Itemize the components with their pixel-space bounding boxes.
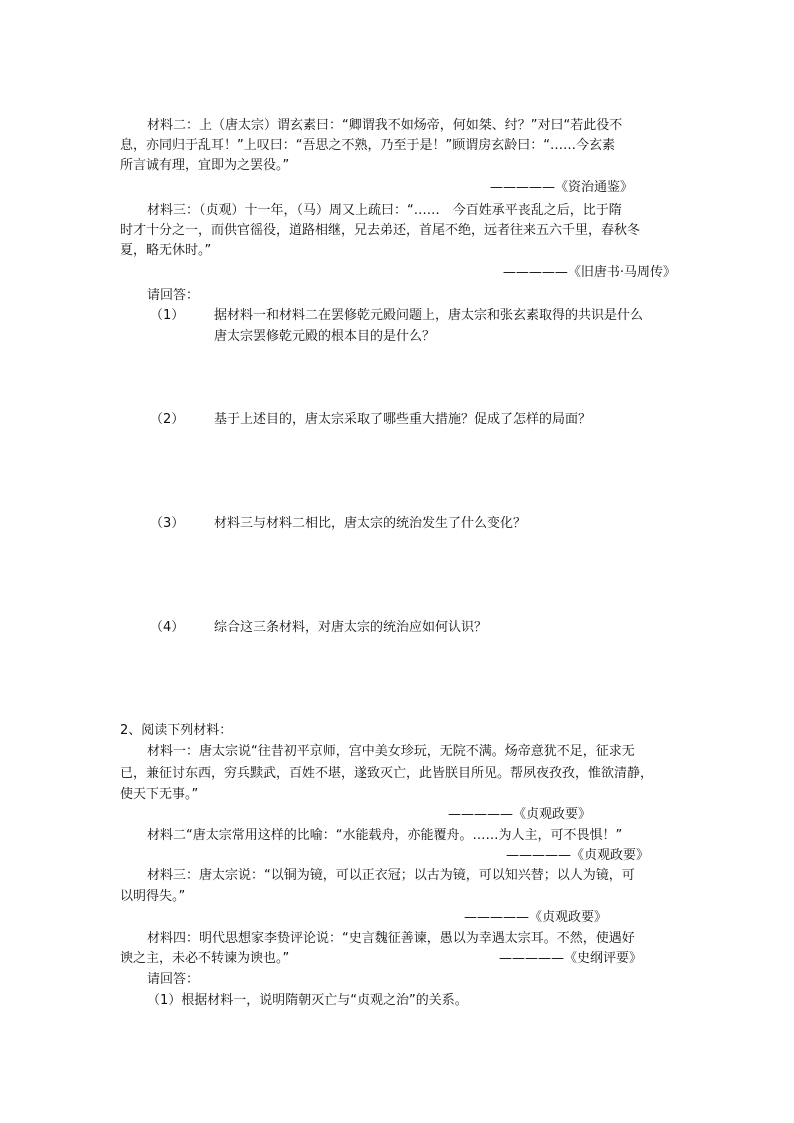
question-4-text: 综合这三条材料，对唐太宗的统治应如何认识？ <box>214 620 488 635</box>
material-2-line-2: 息，亦同归于乱耳！”上叹曰：“吾思之不熟，乃至于是！”顾谓房玄龄曰：“……今玄素 <box>120 138 615 153</box>
question-1-line-2: 唐太宗罢修乾元殿的根本目的是什么？ <box>214 329 436 344</box>
s2-material-1-line-3: 使天下无事。” <box>120 787 199 802</box>
s2-material-3-line-2: 以明得失。” <box>120 889 186 904</box>
question-1-number: （1） <box>150 308 185 323</box>
question-3-number: （3） <box>150 516 185 531</box>
s2-material-2-line-1: 材料二“唐太宗常用这样的比喻：“水能载舟，亦能覆舟。……为人主，可不畏惧！” <box>147 828 623 843</box>
s2-material-4-line-1: 材料四：明代思想家李贽评论说：“史言魏征善谏，愚以为幸遇太宗耳。不然，使遇好 <box>147 931 635 946</box>
s2-material-2-source: —————《贞观政要》 <box>505 848 649 863</box>
material-3-line-3: 夏，略无休时。” <box>120 243 212 258</box>
s2-question-1: （1）根据材料一，说明隋朝灭亡与“贞观之治”的关系。 <box>147 993 468 1008</box>
material-3-line-2: 时才十分之一，而供官徭役，道路相继，兄去弟还，首尾不绝，远者往来五六千里，春秋冬 <box>120 223 641 238</box>
s2-answer-prompt: 请回答： <box>147 972 200 987</box>
material-2-source: —————《资治通鉴》 <box>489 180 633 195</box>
material-2-line-3: 所言诚有理，宜即为之罢役。” <box>120 158 290 173</box>
section-2-heading: 2、阅读下列材料： <box>120 723 233 738</box>
s2-material-1-source: —————《贞观政要》 <box>447 807 591 822</box>
answer-prompt: 请回答： <box>147 288 200 303</box>
question-4-number: （4） <box>150 620 185 635</box>
s2-material-3-source: —————《贞观政要》 <box>463 910 607 925</box>
s2-material-1-line-2: 已，兼征讨东西，穷兵黩武，百姓不堪，遂致灭亡，此皆朕目所见。帮夙夜孜孜，惟欲清静， <box>120 766 654 781</box>
question-1-line-1: 据材料一和材料二在罢修乾元殿问题上，唐太宗和张玄素取得的共识是什么 <box>214 308 644 323</box>
question-3-text: 材料三与材料二相比，唐太宗的统治发生了什么变化？ <box>214 516 527 531</box>
material-3-source: —————《旧唐书·马周传》 <box>502 265 676 280</box>
question-2-number: （2） <box>150 412 185 427</box>
s2-material-1-line-1: 材料一：唐太宗说“往昔初平京师，宫中美女珍玩，无院不满。炀帝意犹不足，征求无 <box>147 744 635 759</box>
question-2-text: 基于上述目的，唐太宗采取了哪些重大措施？促成了怎样的局面？ <box>214 412 592 427</box>
material-3-line-1: 材料三：（贞观）十一年，（马）周又上疏曰：“…… 今百姓承平丧乱之后，比于隋 <box>147 203 622 218</box>
s2-material-4-line-2: 谀之主，未必不转谏为谀也。” <box>120 951 290 966</box>
s2-material-4-source: —————《史纲评要》 <box>498 951 642 966</box>
s2-material-3-line-1: 材料三：唐太宗说：“以铜为镜，可以正衣冠；以古为镜，可以知兴替；以人为镜，可 <box>147 868 635 883</box>
material-2-line-1: 材料二：上（唐太宗）谓玄素曰：“卿谓我不如炀帝，何如桀、纣？”对曰“若此役不 <box>147 118 623 133</box>
